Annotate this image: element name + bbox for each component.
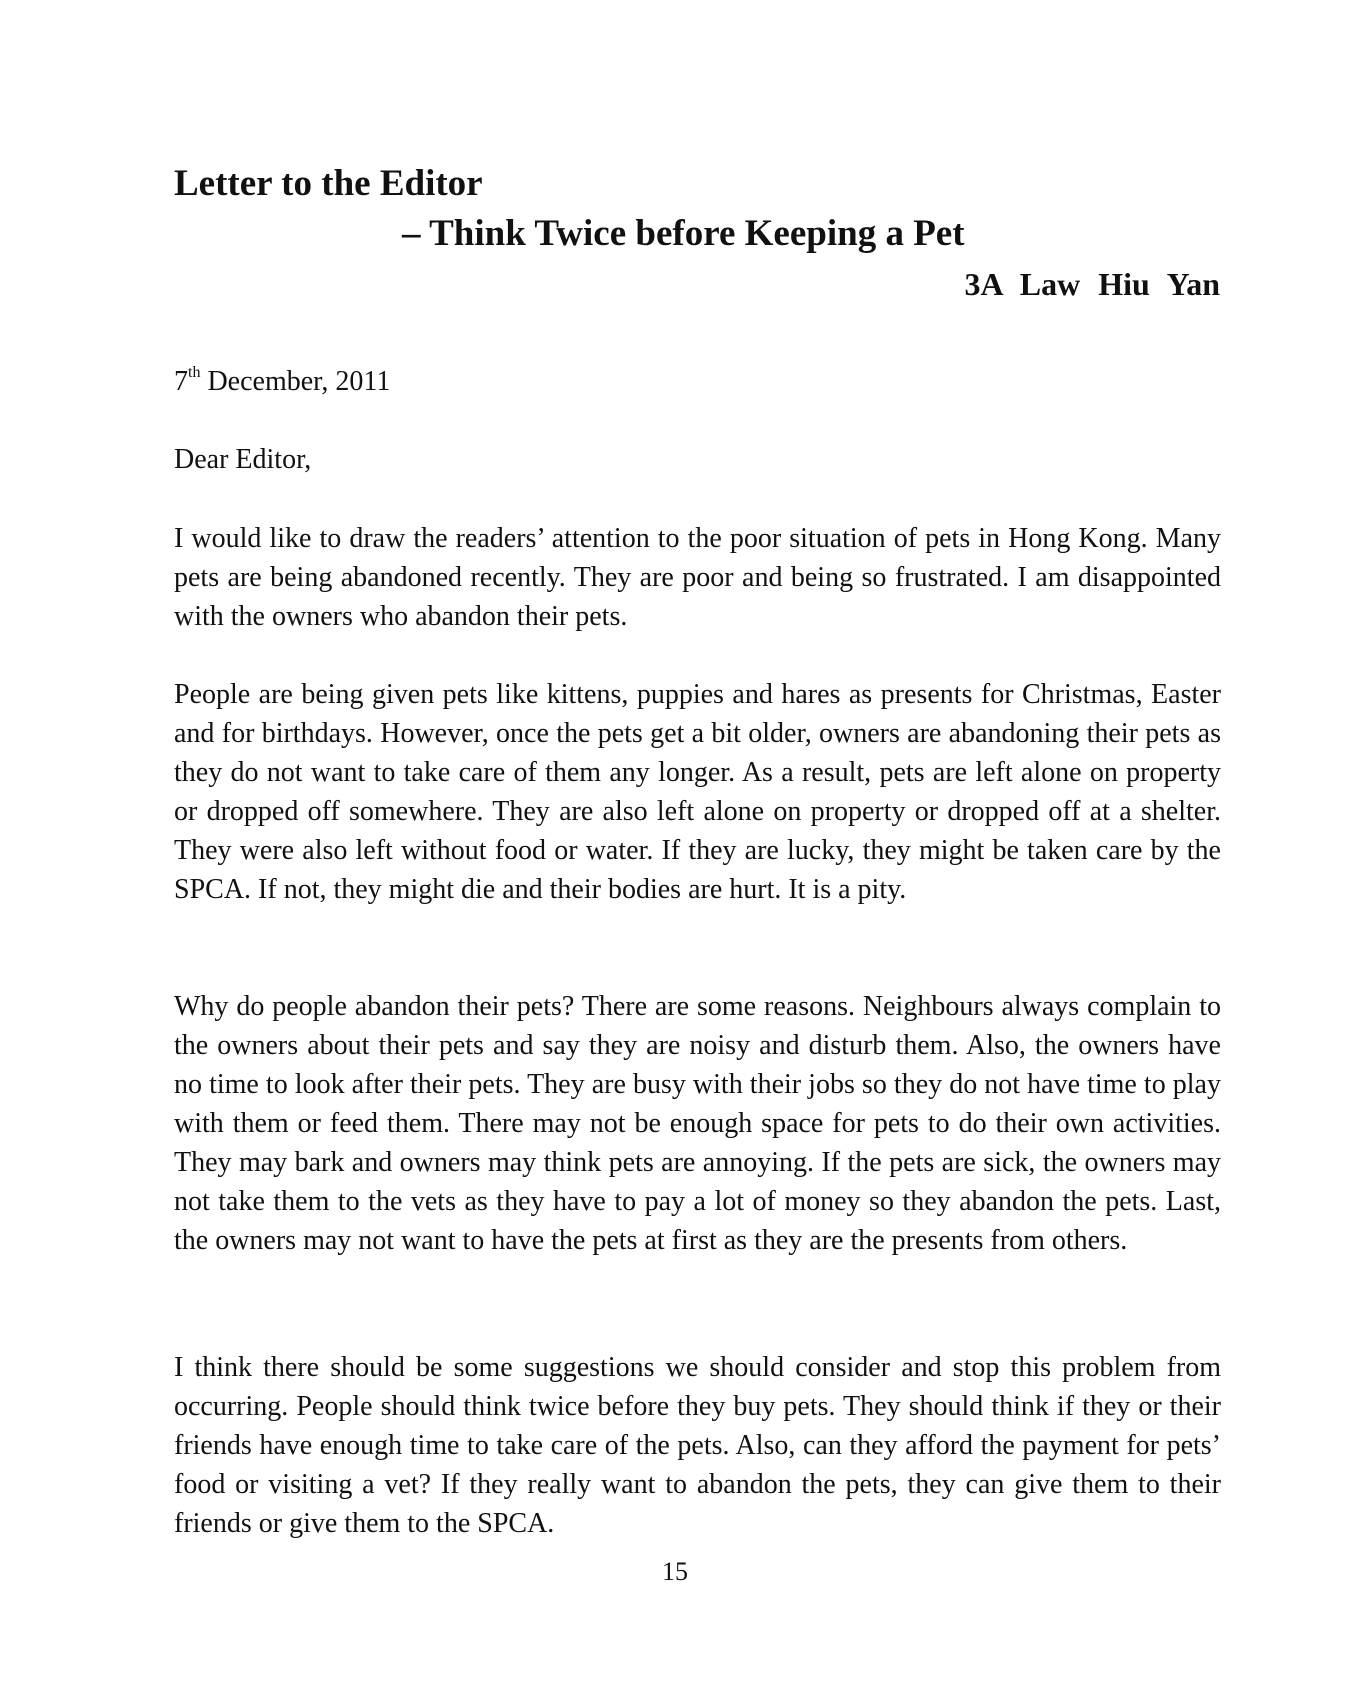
body-paragraph: I think there should be some suggestions we should consider and stop this problem from occurring. People should think twice before they buy pets. They should think if they or their friends have enough time to take care of the pets. Also, can they afford the payment for pets’ food or visiting a vet? If they really want to abandon the pets, they can give them to their friends or give them to the SPCA. [174,1352,1221,1539]
author-byline: 3A Law Hiu Yan [964,266,1220,302]
body-paragraph: Why do people abandon their pets? There are some reasons. Neighbours always complain to the owners about their pets and say they are noisy and disturb them. Also, the owners have no time to look after their pets. They are busy with their jobs so they do not have time to play with them or feed them. There may not be enough space for pets to do their own activities. They may bark and owners may think pets are annoying. If the pets are sick, the owners may not take them to the vets as they have to pay a lot of money so they abandon the pets. Last, the owners may not want to have the pets at first as they are the presents from others. [174,991,1221,1256]
title-line-2: – Think Twice before Keeping a Pet [402,213,965,254]
page-number: 15 [662,1557,688,1586]
letter-date [174,364,390,400]
body-paragraph: People are being given pets like kittens, puppies and hares as presents for Christmas, Easter and for birthdays. However, once the pets get a bit older, owners are abandoning their pets as they do not want to take care of them any longer. As a result, pets are left alone on property or dropped off somewhere. They are also left alone on property or dropped off at a shelter. They were also left without food or water. If they are lucky, they might be taken care by the SPCA. If not, they might die and their bodies are hurt. It is a pity. [174,679,1221,905]
body-paragraph: I would like to draw the readers’ attention to the poor situation of pets in Hong Kong. Many pets are being abandoned recently. They are poor and being so frustrated. I am disappointed with the owners who abandon their pets. [174,523,1221,632]
salutation: Dear Editor, [174,444,312,475]
date-suffix: th [188,364,201,381]
date-day: 7 [174,366,188,397]
date-rest: December, 2011 [200,366,391,397]
title-line-1: Letter to the Editor [174,163,483,204]
